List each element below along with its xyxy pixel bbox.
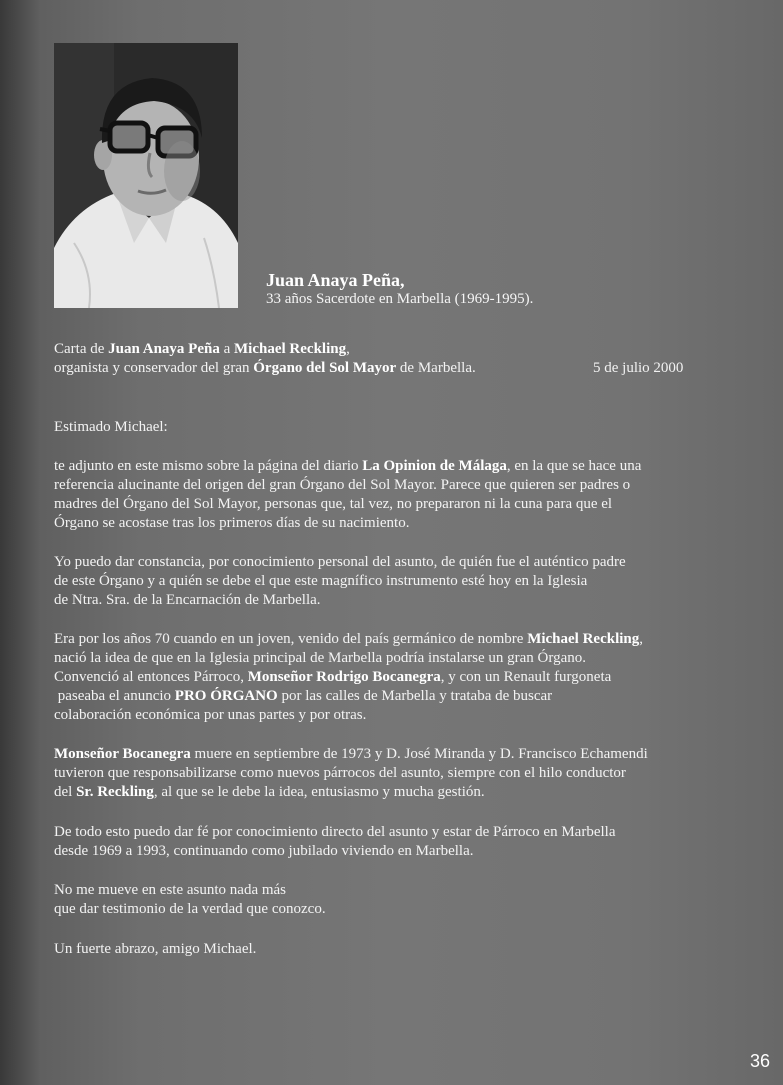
caption-name: Juan Anaya Peña, [266,270,405,290]
paragraph-line: No me mueve en este asunto nada más [54,882,287,898]
paragraph-line: de este Órgano y a quién se debe el que este magnífico instrumento esté hoy en la Iglesia [54,573,588,589]
paragraph-line: madres del Órgano del Sol Mayor, personas que, tal vez, no prepararon ni la cuna para que el [54,496,613,512]
paragraph-line: desde 1969 a 1993, continuando como jubilado viviendo en Marbella. [54,843,474,859]
paragraph-3 [54,630,714,725]
page-binding-shadow [0,0,40,1085]
paragraph-line: Órgano se acostase tras los primeros días de su nacimiento. [54,515,410,531]
paragraph-line: De todo esto puedo dar fé por conocimiento directo del asunto y estar de Párroco en Marbella [54,824,616,840]
paragraph-1 [54,457,714,533]
paragraph-6 [54,881,714,919]
letter-date: 5 de julio 2000 [593,360,684,376]
greeting-line: Estimado Michael: [54,419,168,435]
paragraph-line: te adjunto en este mismo sobre la página del diario La Opinion de Málaga, en la que se hace una [54,458,642,474]
paragraph-4 [54,745,714,802]
caption-subtitle: 33 años Sacerdote en Marbella (1969-1995). [266,291,534,307]
paragraph-line: Convenció al entonces Párroco, Monseñor Rodrigo Bocanegra, y con un Renault furgoneta [54,669,612,685]
paragraph-line: Era por los años 70 cuando en un joven, venido del país germánico de nombre Michael Reckling, [54,631,644,647]
paragraph-line: Yo puedo dar constancia, por conocimiento personal del asunto, de quién fue el auténtico padre [54,554,626,570]
closing [54,940,714,959]
greeting [54,418,714,437]
paragraph-line: paseaba el anuncio PRO ÓRGANO por las calles de Marbella y trataba de buscar [54,688,553,704]
heading-line-2: organista y conservador del gran Órgano del Sol Mayor de Marbella. [54,360,476,376]
paragraph-line: referencia alucinante del origen del gran Órgano del Sol Mayor. Parece que quieren ser padres o [54,477,631,493]
portrait-caption [266,270,533,308]
paragraph-line: que dar testimonio de la verdad que conozco. [54,901,326,917]
page-number: 36 [749,1051,770,1071]
paragraph-line: Monseñor Bocanegra muere en septiembre de 1973 y D. José Miranda y D. Francisco Echamendi [54,746,648,762]
paragraph-5 [54,823,714,861]
paragraph-line: de Ntra. Sra. de la Encarnación de Marbella. [54,592,321,608]
paragraph-line: del Sr. Reckling, al que se le debe la idea, entusiasmo y mucha gestión. [54,784,485,800]
paragraph-2 [54,553,714,610]
paragraph-line: tuvieron que responsabilizarse como nuevos párrocos del asunto, siempre con el hilo conductor [54,765,626,781]
paragraph-line: colaboración económica por unas partes y por otras. [54,707,367,723]
portrait-photo [54,43,238,308]
closing-line: Un fuerte abrazo, amigo Michael. [54,941,257,957]
paragraph-line: nació la idea de que en la Iglesia principal de Marbella podría instalarse un gran Órgano. [54,650,587,666]
heading-line-1: Carta de Juan Anaya Peña a Michael Reckling, [54,341,350,357]
